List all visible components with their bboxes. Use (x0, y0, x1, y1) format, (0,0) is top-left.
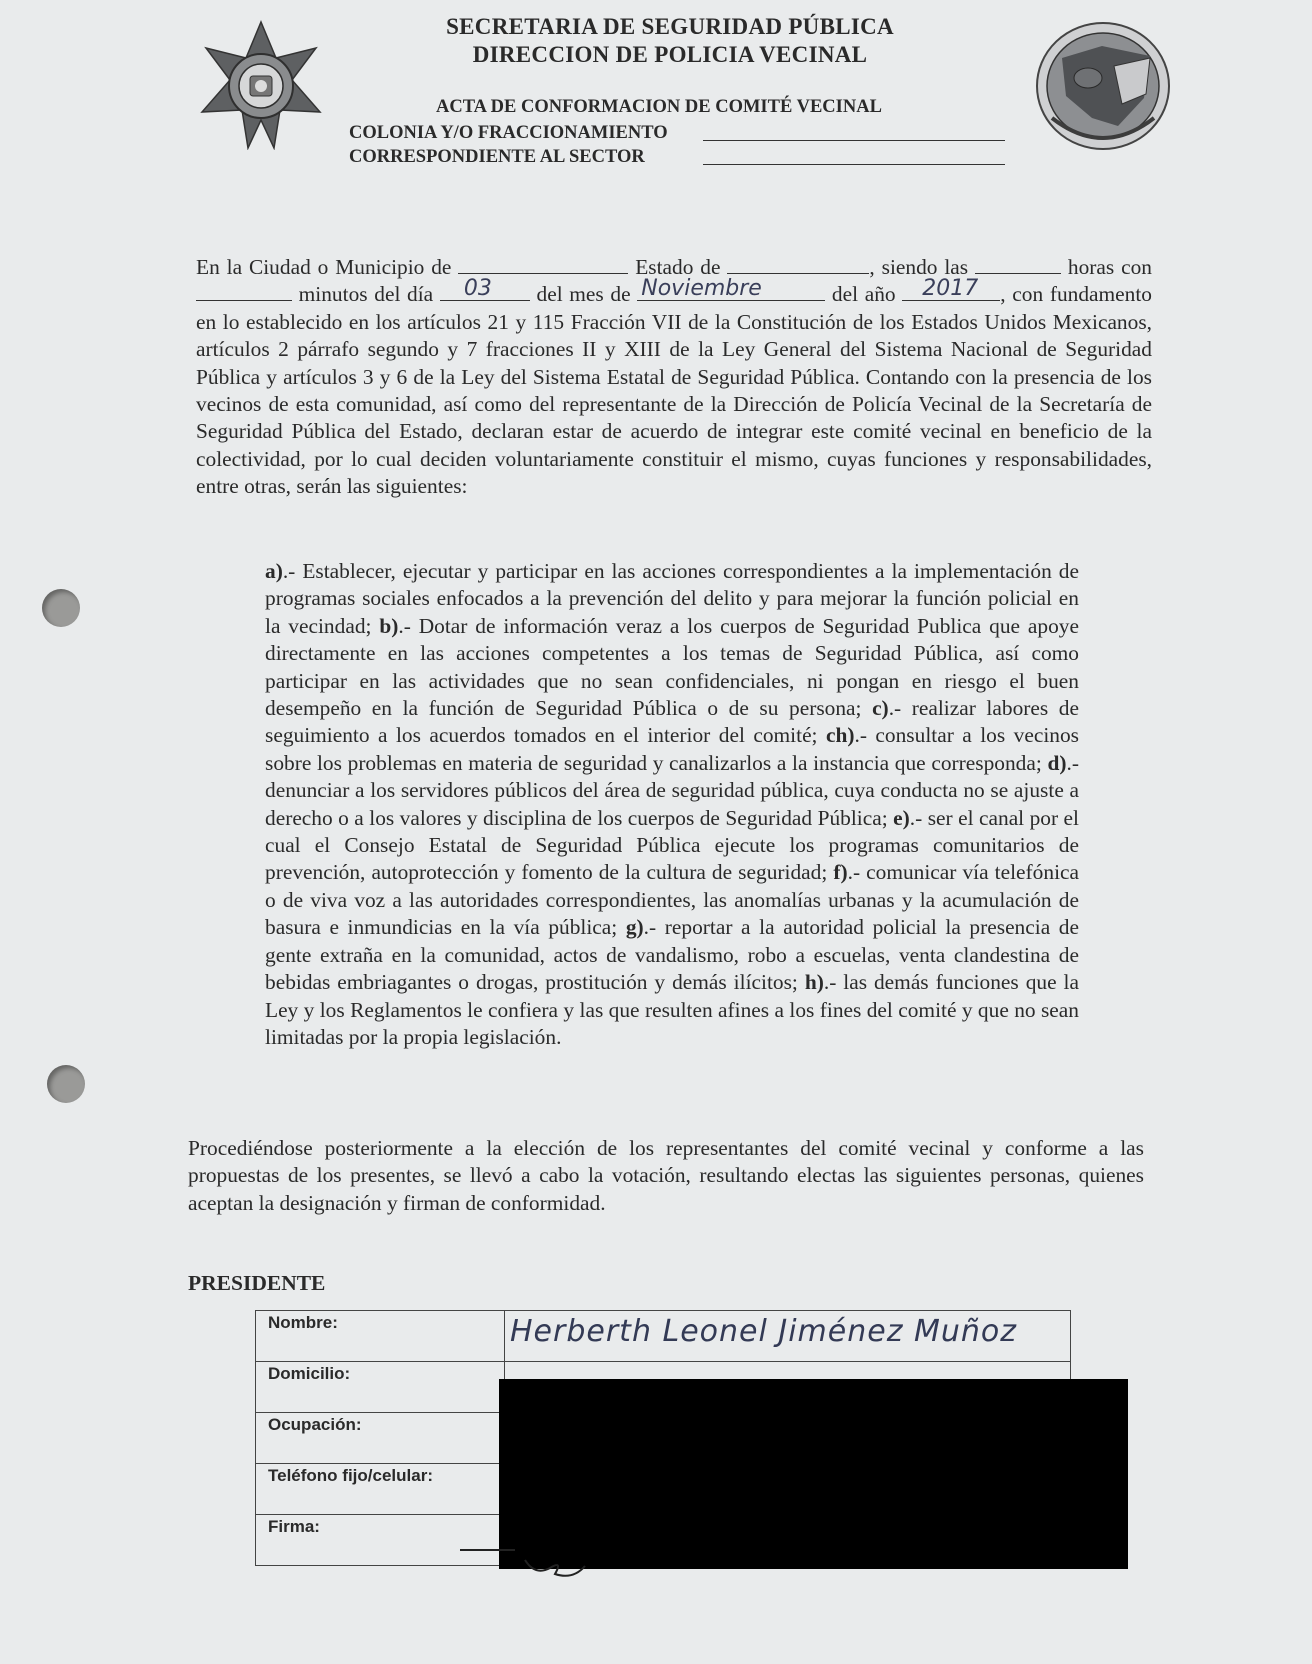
intro-paragraph (196, 254, 1152, 501)
intro-text-7: del año (825, 282, 903, 307)
func-a-label: a) (265, 559, 283, 583)
func-c-text: .- realizar labores de seguimiento a los acuerdos tomados en el interior del comité; (265, 696, 1079, 748)
func-b-label: b) (379, 613, 399, 638)
sector-label: CORRESPONDIENTE AL SECTOR (349, 147, 645, 167)
mes-handwritten: Noviembre (641, 276, 762, 301)
header-title-line1: SECRETARIA DE SEGURIDAD PÚBLICA (446, 14, 894, 39)
domicilio-label: Domicilio: (256, 1362, 505, 1413)
sector-fill-line (703, 164, 1005, 165)
closing-paragraph: Procediéndose posteriormente a la elección de los representantes del comité vecinal y conforme a las propuestas de los presentes, se llevó a cabo la votación, resultando electas las siguientes personas, quienes aceptan la designación y firman de conformidad. (188, 1136, 1144, 1215)
intro-text-1: En la Ciudad o Municipio de (196, 255, 459, 279)
func-e-label: e) (893, 805, 910, 830)
estado-blank (727, 255, 869, 274)
func-f-text: .- comunicar vía telefónica o de viva voz a las autoridades correspondientes, las anomalías urbanas y la acumulación de basura e inmundicias en la vía pública; (265, 860, 1080, 940)
horas-blank (975, 255, 1061, 274)
intro-text-8: , con fundamento en lo establecido en los artículos 21 y 115 Fracción VII de la Constitución de los Estados Unidos Mexicanos, artículos 2 párrafo segundo y 7 fracciones II y XIII de la Ley General del Sistema Nacional de Seguridad Pública y artículos 3 y 6 de la Ley del Sistema Estatal de Seguridad Pública. Contando con la presencia de los vecinos de esta comunidad, así como del representante de la Dirección de Policía Vecinal de la Secretaría de Seguridad Pública del Estado, declaran estar de acuerdo de integrar este comité vecinal en beneficio de la colectividad, por lo cual deciden voluntariamente constituir el mismo, cuyas funciones y responsabilidades, entre otras, serán las siguientes: (196, 282, 1152, 499)
intro-text-5: minutos del día (292, 282, 440, 307)
ocupacion-label: Ocupación: (256, 1413, 505, 1464)
func-e-text: .- ser el canal por el cual el Consejo Estatal de Seguridad Pública ejecute los programas comunitarios de prevención, autoprotección y fomento de la cultura de seguridad; (265, 805, 1079, 885)
nombre-handwritten: Herberth Leonel Jiménez Muñoz (510, 1314, 1017, 1349)
func-f-label: f) (833, 860, 848, 885)
intro-text-4: horas con (1061, 255, 1153, 279)
anio-handwritten: 2017 (922, 276, 979, 301)
telefono-label: Teléfono fijo/celular: (256, 1464, 505, 1515)
punch-hole-bottom (47, 1065, 85, 1103)
header-title-line2: DIRECCION DE POLICIA VECINAL (472, 42, 868, 67)
intro-text-6: del mes de (529, 282, 638, 307)
presidente-title: PRESIDENTE (188, 1271, 326, 1295)
functions-paragraph (265, 558, 1079, 1051)
func-a-text: .- Establecer, ejecutar y participar en las acciones correspondientes a la implementación de programas sociales enfocados a la prevención del delito y para mejorar la función policial en la vecindad; (265, 559, 1079, 638)
consejo-estatal-seal-logo (1032, 18, 1174, 154)
police-star-badge-logo (196, 20, 326, 150)
anio-blank (902, 276, 1000, 301)
mes-blank (637, 276, 825, 301)
acta-heading: ACTA DE CONFORMACION DE COMITÉ VECINAL (436, 97, 882, 117)
minutos-blank (196, 282, 292, 301)
colonia-label: COLONIA Y/O FRACCIONAMIENTO (349, 123, 668, 143)
signature-scribble (455, 1540, 655, 1580)
intro-text-2: Estado de (628, 255, 728, 279)
nombre-label: Nombre: (256, 1311, 505, 1362)
func-d-text: .- denunciar a los servidores públicos del área de seguridad pública, cuya conducta no se ajuste a derecho o a los valores y disciplina de los cuerpos de Seguridad Pública; (265, 750, 1079, 830)
punch-hole-top (42, 589, 80, 627)
func-g-label: g) (625, 915, 644, 940)
func-c-label: c) (872, 696, 889, 721)
intro-text-3: , siendo las (869, 255, 976, 279)
func-d-label: d) (1047, 750, 1067, 775)
colonia-fill-line (703, 140, 1005, 141)
firma-label: Firma: (256, 1515, 505, 1566)
func-ch-text: .- consultar a los vecinos sobre los problemas en materia de seguridad y canalizarlos a la instancia que corresponda; (265, 723, 1079, 775)
dia-blank (440, 276, 530, 301)
dia-handwritten: 03 (463, 276, 492, 301)
func-ch-label: ch) (825, 723, 855, 748)
func-b-text: .- Dotar de información veraz a los cuerpos de Seguridad Publica que apoye directamente en las acciones competentes a los temas de Seguridad Pública, así como participar en las actividades que no sean confidenciales, ni pongan en riesgo el buen desempeño en la función de Seguridad Pública o de su persona; (265, 613, 1079, 721)
func-h-label: h) (804, 970, 824, 995)
func-g-text: .- reportar a la autoridad policial la presencia de gente extraña en la comunidad, actos de vandalismo, robo a escuelas, venta clandestina de bebidas embriagantes o drogas, prostitución y demás ilícitos; (265, 915, 1079, 995)
municipio-blank (458, 255, 628, 274)
func-h-text: .- las demás funciones que la Ley y los Reglamentos le confiera y las que resulten afines a los fines del comité y que no sean limitadas por la propia legislación. (265, 970, 1079, 1049)
